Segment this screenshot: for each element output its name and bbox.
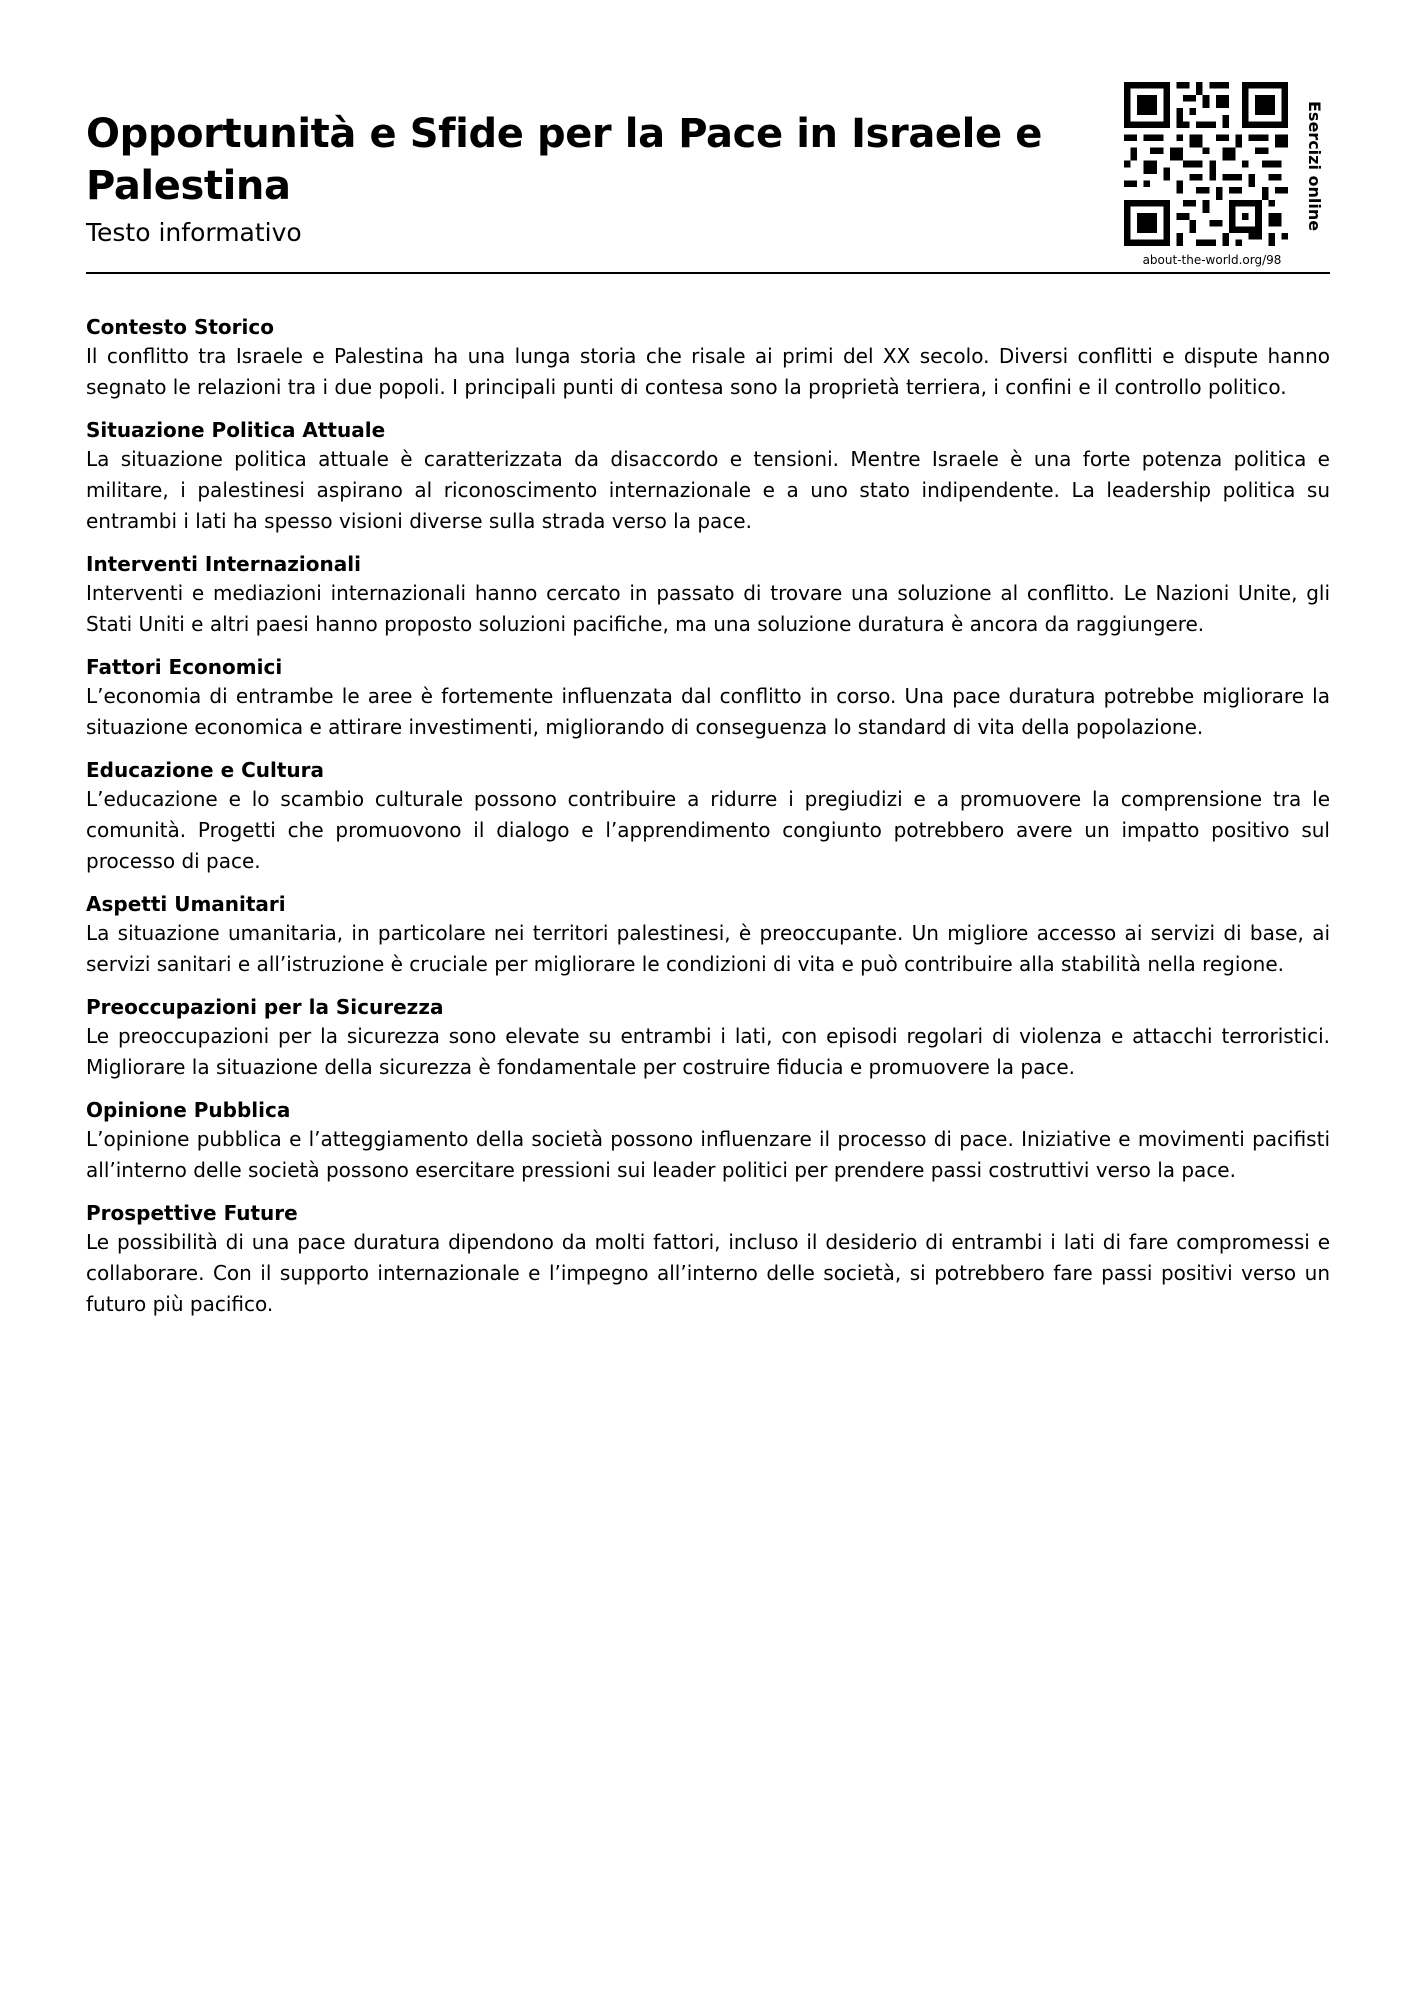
section-text: L’economia di entrambe le aree è fortemente influenzata dal conflitto in corso. Una pace duratura potrebbe migliorare la situazione economica e attirare investimenti, migliorando di conseguenza lo standard di vita della popolazione. — [86, 684, 1330, 739]
section-text: L’opinione pubblica e l’atteggiamento della società possono influenzare il processo di pace. Iniziative e movimenti pacifisti all’interno delle società possono esercitare pressioni sui leader politici per prendere passi costruttivi verso la pace. — [86, 1127, 1330, 1182]
page-subtitle: Testo informativo — [86, 218, 302, 247]
online-exercises-label: Esercizi online — [1305, 100, 1324, 232]
section-title: Preoccupazioni per la Sicurezza — [86, 995, 444, 1019]
document-header — [86, 0, 1330, 276]
section-public-opinion — [86, 1096, 1330, 1186]
section-title: Aspetti Umanitari — [86, 892, 286, 916]
section-humanitarian-aspects — [86, 890, 1330, 980]
section-title: Interventi Internazionali — [86, 552, 361, 576]
section-title: Situazione Politica Attuale — [86, 418, 386, 442]
section-historical-context — [86, 313, 1330, 403]
section-text: La situazione politica attuale è caratterizzata da disaccordo e tensioni. Mentre Israele è una forte potenza politica e militare, i palestinesi aspirano al riconoscimento internazionale e a uno stato indipendente. La leadership politica su entrambi i lati ha spesso visioni diverse sulla strada verso la pace. — [86, 447, 1330, 533]
page-title: Opportunità e Sfide per la Pace in Israele e Palestina — [86, 111, 1042, 209]
section-current-politics — [86, 416, 1330, 537]
section-title: Educazione e Cultura — [86, 758, 325, 782]
section-title: Fattori Economici — [86, 655, 283, 679]
section-international-interventions — [86, 550, 1330, 640]
qr-block[interactable] — [1124, 82, 1324, 272]
section-title: Opinione Pubblica — [86, 1098, 291, 1122]
section-security-concerns — [86, 993, 1330, 1083]
section-title: Prospettive Future — [86, 1201, 298, 1225]
qr-url-caption[interactable]: about-the-world.org/98 — [1142, 253, 1282, 267]
section-text: Interventi e mediazioni internazionali hanno cercato in passato di trovare una soluzione al conflitto. Le Nazioni Unite, gli Stati Uniti e altri paesi hanno proposto soluzioni pacifiche, ma una soluzione duratura è ancora da raggiungere. — [86, 581, 1330, 636]
section-text: Le possibilità di una pace duratura dipendono da molti fattori, incluso il desiderio di entrambi i lati di fare compromessi e collaborare. Con il supporto internazionale e l’impegno all’interno delle società, si potrebbero fare passi positivi verso un futuro più pacifico. — [86, 1230, 1330, 1316]
section-text: Le preoccupazioni per la sicurezza sono elevate su entrambi i lati, con episodi regolari di violenza e attacchi terroristici. Migliorare la situazione della sicurezza è fondamentale per costruire fiducia e promuovere la pace. — [86, 1024, 1330, 1079]
section-text: La situazione umanitaria, in particolare nei territori palestinesi, è preoccupante. Un migliore accesso ai servizi di base, ai servizi sanitari e all’istruzione è cruciale per migliorare le condizioni di vita e può contribuire alla stabilità nella regione. — [86, 921, 1330, 976]
section-future-prospects — [86, 1199, 1330, 1320]
section-education-culture — [86, 756, 1330, 877]
section-text: Il conflitto tra Israele e Palestina ha una lunga storia che risale ai primi del XX secolo. Diversi conflitti e dispute hanno segnato le relazioni tra i due popoli. I principali punti di contesa sono la proprietà terriera, i confini e il controllo politico. — [86, 344, 1330, 399]
document-body — [86, 313, 1330, 1333]
section-text: L’educazione e lo scambio culturale possono contribuire a ridurre i pregiudizi e a promuovere la comprensione tra le comunità. Progetti che promuovono il dialogo e l’apprendimento congiunto potrebbero avere un impatto positivo sul processo di pace. — [86, 787, 1330, 873]
section-economic-factors — [86, 653, 1330, 743]
header-divider — [86, 272, 1330, 274]
qr-code-icon[interactable] — [1124, 82, 1288, 246]
section-title: Contesto Storico — [86, 315, 274, 339]
